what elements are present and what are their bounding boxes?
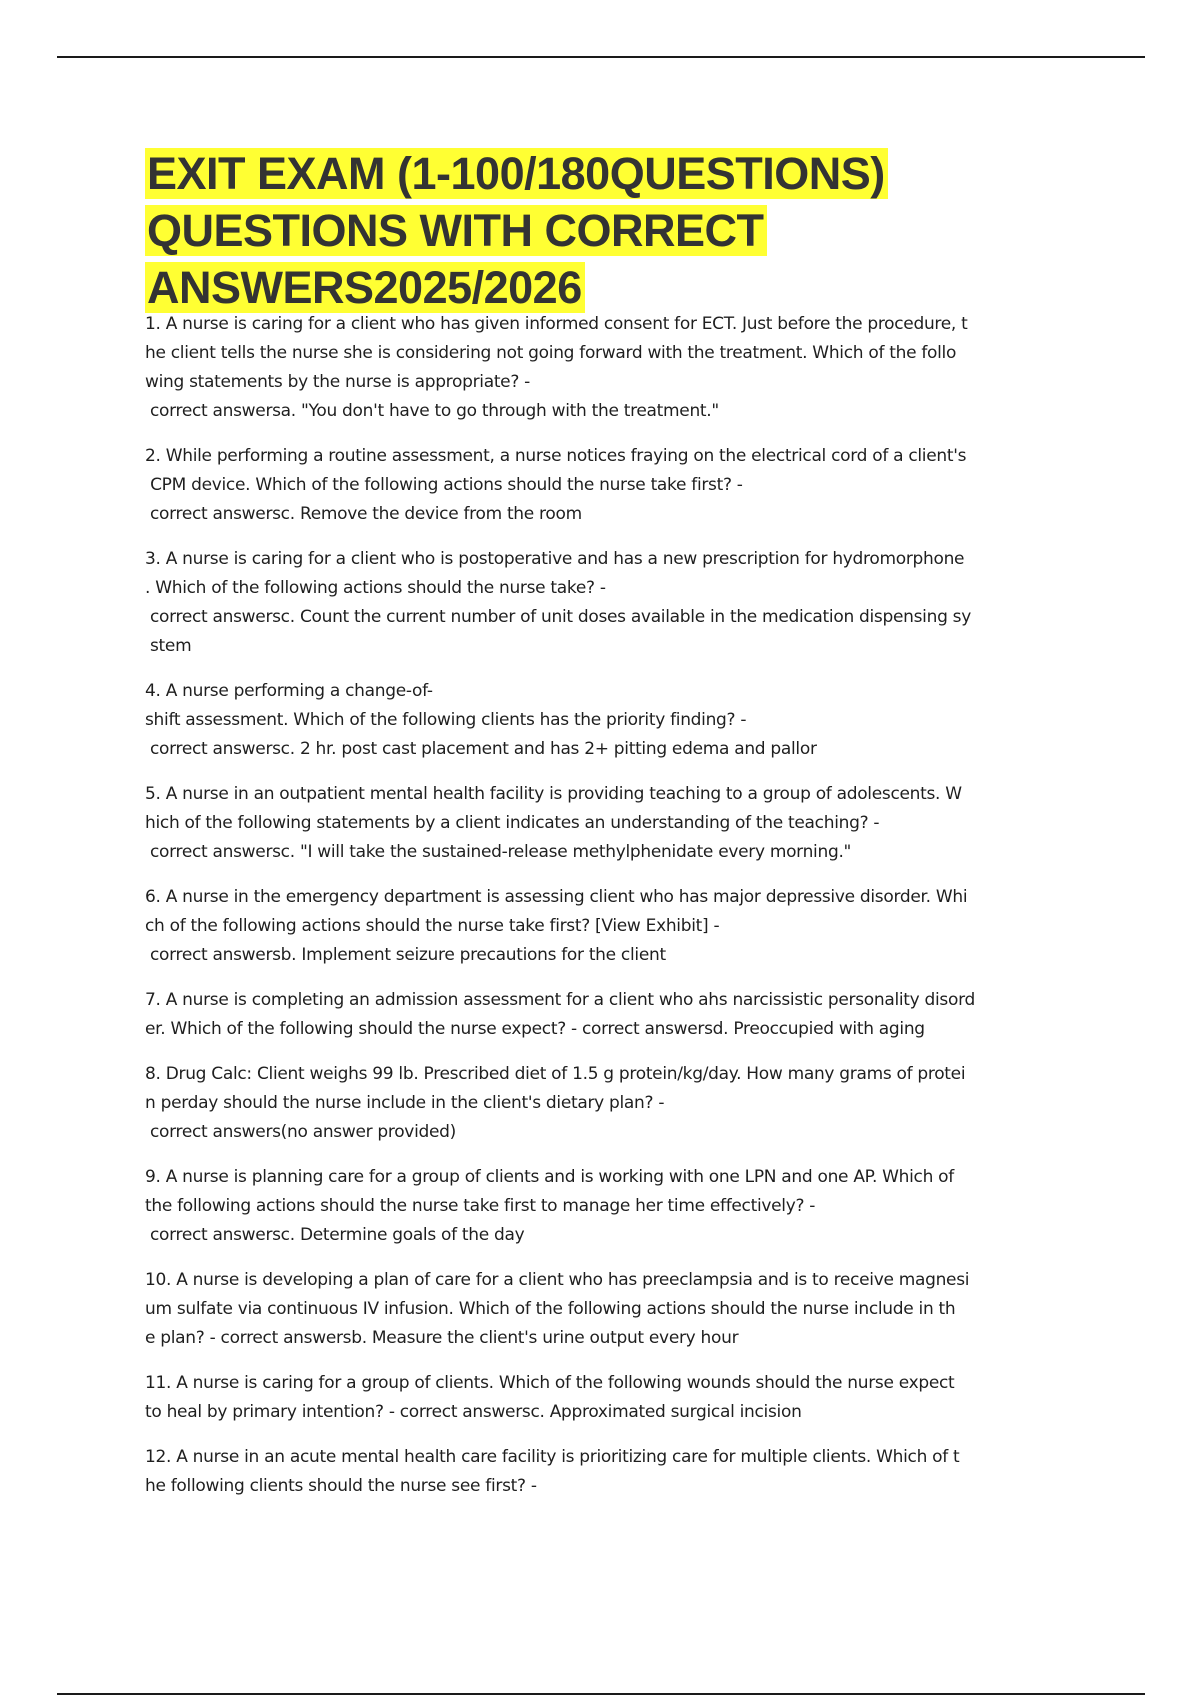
question-text-line: 6. A nurse in the emergency department is assessing client who has major depressive disorder. Whi bbox=[145, 887, 968, 907]
question-text-line: he client tells the nurse she is considering not going forward with the treatment. Which of the follo bbox=[145, 343, 957, 363]
bottom-rule bbox=[57, 1693, 1145, 1695]
question-item bbox=[145, 545, 1075, 661]
question-text-line: 10. A nurse is developing a plan of care for a client who has preeclampsia and is to receive magnesi bbox=[145, 1270, 970, 1290]
answer-text-line: correct answers(no answer provided) bbox=[150, 1122, 456, 1142]
question-text-line: the following actions should the nurse take first to manage her time effectively? - bbox=[145, 1196, 816, 1216]
question-text-line: 2. While performing a routine assessment, a nurse notices fraying on the electrical cord of a client's bbox=[145, 446, 967, 466]
question-text-line: CPM device. Which of the following actions should the nurse take first? - bbox=[145, 475, 743, 495]
document-title bbox=[145, 145, 1105, 316]
question-text-line: 1. A nurse is caring for a client who has given informed consent for ECT. Just before the procedure, t bbox=[145, 314, 968, 334]
question-text-line: ch of the following actions should the nurse take first? [View Exhibit] - bbox=[145, 916, 720, 936]
question-item bbox=[145, 310, 1075, 426]
question-item bbox=[145, 1060, 1075, 1147]
title-line-2: QUESTIONS WITH CORRECT bbox=[145, 205, 767, 256]
question-item bbox=[145, 1443, 1075, 1501]
question-text-line: n perday should the nurse include in the client's dietary plan? - bbox=[145, 1093, 665, 1113]
question-text-line: hich of the following statements by a client indicates an understanding of the teaching? - bbox=[145, 813, 880, 833]
question-text-line: . Which of the following actions should the nurse take? - bbox=[145, 578, 606, 598]
question-text-line: um sulfate via continuous IV infusion. Which of the following actions should the nurse include in th bbox=[145, 1299, 956, 1319]
answer-text-line: correct answersc. Count the current number of unit doses available in the medication dispensing sy bbox=[150, 607, 971, 627]
question-text-line: to heal by primary intention? - correct answersc. Approximated surgical incision bbox=[145, 1402, 802, 1422]
question-text-line: 11. A nurse is caring for a group of clients. Which of the following wounds should the nurse expect bbox=[145, 1373, 955, 1393]
top-rule bbox=[57, 56, 1145, 58]
question-text-line: 7. A nurse is completing an admission assessment for a client who ahs narcissistic personality disord bbox=[145, 990, 975, 1010]
question-item bbox=[145, 883, 1075, 970]
answer-text-line: correct answersc. Remove the device from the room bbox=[150, 504, 582, 524]
question-text-line: e plan? - correct answersb. Measure the client's urine output every hour bbox=[145, 1328, 739, 1348]
title-line-3: ANSWERS2025/2026 bbox=[145, 262, 585, 313]
question-item bbox=[145, 1266, 1075, 1353]
question-text-line: 3. A nurse is caring for a client who is postoperative and has a new prescription for hydromorphone bbox=[145, 549, 965, 569]
question-item bbox=[145, 780, 1075, 867]
question-text-line: 9. A nurse is planning care for a group of clients and is working with one LPN and one AP. Which of bbox=[145, 1167, 954, 1187]
question-item bbox=[145, 1163, 1075, 1250]
question-item bbox=[145, 677, 1075, 764]
question-item bbox=[145, 986, 1075, 1044]
question-text-line: 5. A nurse in an outpatient mental health facility is providing teaching to a group of adolescents. W bbox=[145, 784, 962, 804]
question-text-line: 4. A nurse performing a change-of- bbox=[145, 681, 433, 701]
answer-text-line: correct answersc. Determine goals of the day bbox=[150, 1225, 525, 1245]
question-item bbox=[145, 1369, 1075, 1427]
answer-text-line: correct answersb. Implement seizure precautions for the client bbox=[150, 945, 666, 965]
answer-text-line: stem bbox=[150, 636, 192, 656]
answer-text-line: correct answersc. 2 hr. post cast placement and has 2+ pitting edema and pallor bbox=[150, 739, 817, 759]
answer-text-line: correct answersc. "I will take the sustained-release methylphenidate every morning." bbox=[150, 842, 852, 862]
question-text-line: he following clients should the nurse see first? - bbox=[145, 1476, 537, 1496]
question-list bbox=[145, 310, 1075, 1517]
question-text-line: er. Which of the following should the nurse expect? - correct answersd. Preoccupied with aging bbox=[145, 1019, 925, 1039]
question-item bbox=[145, 442, 1075, 529]
question-text-line: 12. A nurse in an acute mental health care facility is prioritizing care for multiple clients. Which of t bbox=[145, 1447, 960, 1467]
question-text-line: 8. Drug Calc: Client weighs 99 lb. Prescribed diet of 1.5 g protein/kg/day. How many grams of protei bbox=[145, 1064, 966, 1084]
answer-text-line: correct answersa. "You don't have to go through with the treatment." bbox=[150, 401, 719, 421]
title-line-1: EXIT EXAM (1-100/180QUESTIONS) bbox=[145, 148, 888, 199]
question-text-line: shift assessment. Which of the following clients has the priority finding? - bbox=[145, 710, 747, 730]
question-text-line: wing statements by the nurse is appropriate? - bbox=[145, 372, 531, 392]
